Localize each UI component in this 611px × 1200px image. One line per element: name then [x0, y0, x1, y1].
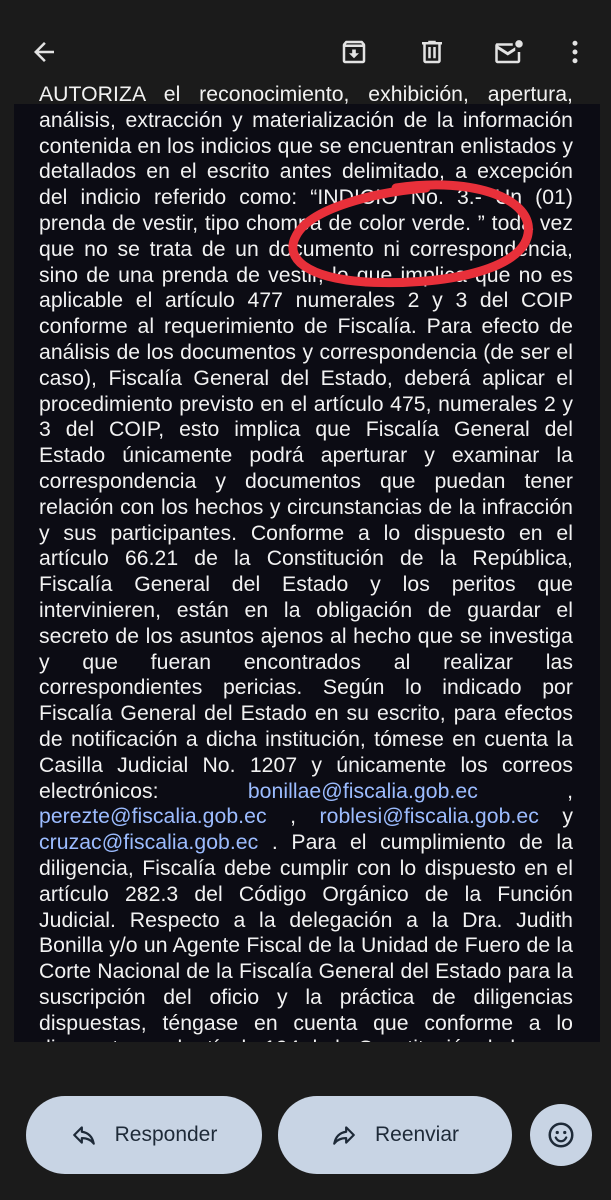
email-link-perezte[interactable]: perezte@fiscalia.gob.ec — [39, 805, 267, 829]
text-after-links: . Para el cumplimiento de la diligencia, Fiscalía debe cumplir con lo dispuesto en el artículo 282.3 del Código Orgánico de la Función Judicial. Respecto a la delegación a la Dra. Judith Bonilla y/o un Agente Fiscal de la Unidad de Fuero de la Corte Nacional de la Fiscalía General del Estado para la suscripción del oficio y la práctica de diligencias dispuestas, téngase en cuenta que conforme a lo — [39, 831, 573, 1035]
separator: y — [538, 805, 573, 829]
reply-button[interactable] — [26, 1096, 262, 1174]
reply-icon — [71, 1122, 97, 1148]
message-body — [14, 83, 600, 1042]
message-text — [39, 82, 573, 1062]
email-link-bonillae[interactable]: bonillae@fiscalia.gob.ec — [247, 779, 478, 803]
emoji-reaction-icon — [546, 1120, 576, 1150]
separator: , — [266, 805, 320, 829]
message-paragraph — [39, 82, 573, 1062]
email-link-cruzac[interactable]: cruzac@fiscalia.gob.ec — [39, 831, 259, 855]
emoji-reaction-button[interactable] — [530, 1104, 592, 1166]
forward-button[interactable] — [278, 1096, 512, 1174]
forward-label: Reenviar — [374, 1123, 460, 1146]
bottom-action-bar — [0, 1042, 611, 1200]
separator: , — [477, 779, 574, 803]
archive-icon[interactable] — [330, 28, 378, 76]
reply-label: Responder — [114, 1123, 218, 1146]
trash-icon[interactable] — [408, 28, 456, 76]
forward-icon — [331, 1122, 357, 1148]
mail-unread-icon[interactable] — [485, 28, 533, 76]
text-before-links: AUTORIZA el reconocimiento, exhibición, apertura, análisis, extracción y materialización de la información contenida en los indicios que se encuentran enlistados y detallados en el escrito antes delimitado, a excepción del indicio referido como: “INDICIO No. 3.- Un (01) prenda de vestir, tipo chompa de color verde. ” toda vez que no se trata de un documento ni correspondencia, sino de una prenda de vestir, lo que implica que no es aplicable el artículo 477 numerales 2 y 3 del COIP conforme al requerimiento de Fiscalía. Para efecto de análisis de los documentos y correspondencia (de ser el caso), Fiscalía General del Estado, deberá aplicar el procedimiento previsto en el artículo 475, numerales 2 y 3 del COIP, esto implica que Fiscalía General del Estado únicamente podrá aperturar y examinar la correspondencia y documentos que puedan tener relación con los hechos y circunstancias de la infracción y sus participantes. Conforme a lo dispuesto en el artículo 66.21 de la Constitución de la República, Fiscalía General del Estado y los peritos que intervinieren, están en la obligación de guardar el secreto de los asuntos ajenos al hecho que se investiga y que fueran encontrados al realizar las correspondientes pericias. Según lo indicado por Fiscalía General del Estado en su escrito, para efectos de notificación a dicha institución, tómese en cuenta la Casilla Judicial No. 1207 y únicamente los correos electrónicos: — [39, 83, 573, 803]
email-link-roblesi[interactable]: roblesi@fiscalia.gob.ec — [319, 805, 539, 829]
back-arrow-icon[interactable] — [20, 28, 68, 76]
more-vert-icon[interactable] — [551, 28, 599, 76]
